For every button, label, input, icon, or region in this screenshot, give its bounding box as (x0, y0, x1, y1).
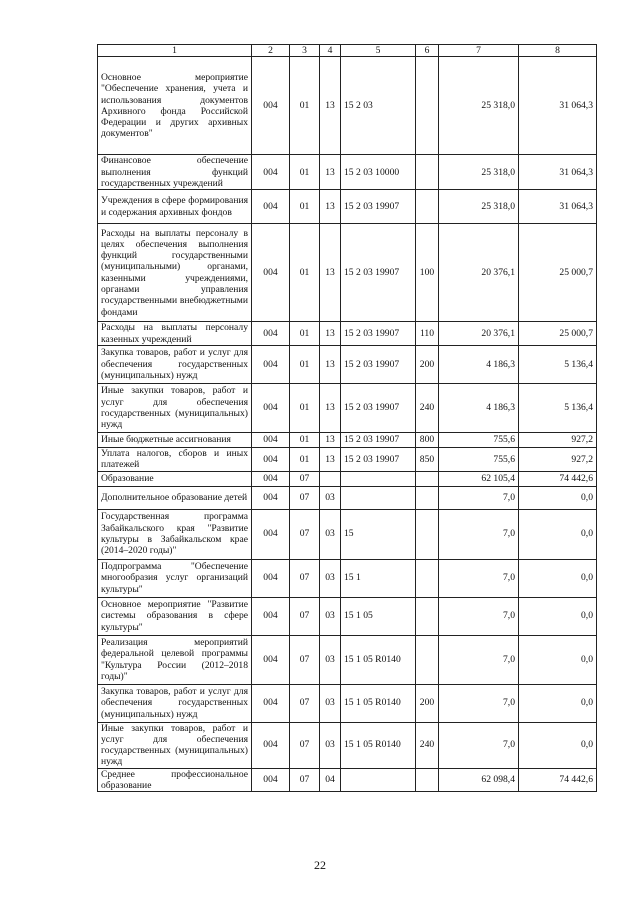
target-item-code: 15 2 03 19907 (341, 190, 416, 224)
table-row (98, 57, 597, 155)
amount-year-2: 74 442,6 (519, 768, 597, 792)
table-row (98, 768, 597, 792)
section-code: 01 (290, 322, 320, 346)
subsection-code: 13 (320, 57, 341, 155)
table-row (98, 509, 597, 559)
target-item-code: 15 1 (341, 559, 416, 597)
amount-year-1: 7,0 (439, 509, 519, 559)
expense-type-code (416, 597, 439, 635)
expense-type-code: 800 (416, 432, 439, 447)
amount-year-1: 755,6 (439, 447, 519, 471)
row-name: Основное мероприятие "Развитие системы образования в сфере культуры" (98, 597, 252, 635)
table-row (98, 322, 597, 346)
amount-year-2: 0,0 (519, 597, 597, 635)
table-row (98, 635, 597, 684)
table-row (98, 684, 597, 722)
row-name: Иные закупки товаров, работ и услуг для обеспечения государственных (муниципальных) нужд (98, 383, 252, 432)
amount-year-1: 25 318,0 (439, 155, 519, 190)
amount-year-1: 62 098,4 (439, 768, 519, 792)
subsection-code: 03 (320, 486, 341, 509)
header-cell: 5 (341, 45, 416, 57)
expense-type-code: 110 (416, 322, 439, 346)
ved-code: 004 (252, 224, 290, 322)
table-row (98, 597, 597, 635)
table-row (98, 447, 597, 471)
subsection-code: 13 (320, 224, 341, 322)
amount-year-2: 5 136,4 (519, 383, 597, 432)
row-name: Закупка товаров, работ и услуг для обеспечения государственных (муниципальных) нужд (98, 345, 252, 383)
page-number: 22 (314, 858, 326, 872)
subsection-code: 13 (320, 447, 341, 471)
expense-type-code (416, 559, 439, 597)
amount-year-2: 0,0 (519, 722, 597, 768)
header-cell: 4 (320, 45, 341, 57)
target-item-code (341, 486, 416, 509)
subsection-code: 03 (320, 509, 341, 559)
subsection-code: 13 (320, 432, 341, 447)
expense-type-code (416, 471, 439, 486)
section-code: 01 (290, 383, 320, 432)
subsection-code: 13 (320, 345, 341, 383)
table-row (98, 722, 597, 768)
section-code: 01 (290, 155, 320, 190)
section-code: 07 (290, 559, 320, 597)
target-item-code: 15 2 03 19907 (341, 322, 416, 346)
subsection-code: 03 (320, 559, 341, 597)
section-code: 07 (290, 722, 320, 768)
section-code: 01 (290, 190, 320, 224)
table-row (98, 190, 597, 224)
ved-code: 004 (252, 383, 290, 432)
subsection-code: 13 (320, 190, 341, 224)
amount-year-1: 62 105,4 (439, 471, 519, 486)
section-code: 01 (290, 224, 320, 322)
expense-type-code: 240 (416, 722, 439, 768)
header-cell: 8 (519, 45, 597, 57)
subsection-code: 13 (320, 383, 341, 432)
expense-type-code (416, 486, 439, 509)
subsection-code: 13 (320, 322, 341, 346)
section-code: 07 (290, 486, 320, 509)
amount-year-1: 4 186,3 (439, 383, 519, 432)
expense-type-code (416, 768, 439, 792)
target-item-code: 15 2 03 (341, 57, 416, 155)
amount-year-1: 7,0 (439, 559, 519, 597)
ved-code: 004 (252, 768, 290, 792)
amount-year-1: 25 318,0 (439, 57, 519, 155)
table-row (98, 486, 597, 509)
target-item-code: 15 1 05 R0140 (341, 684, 416, 722)
subsection-code: 03 (320, 722, 341, 768)
ved-code: 004 (252, 635, 290, 684)
header-cell: 6 (416, 45, 439, 57)
ved-code: 004 (252, 190, 290, 224)
amount-year-1: 20 376,1 (439, 224, 519, 322)
target-item-code: 15 2 03 19907 (341, 447, 416, 471)
table-row (98, 155, 597, 190)
amount-year-1: 7,0 (439, 635, 519, 684)
row-name: Подпрограмма "Обеспечение многообразия услуг организаций культуры" (98, 559, 252, 597)
amount-year-1: 7,0 (439, 486, 519, 509)
ved-code: 004 (252, 471, 290, 486)
target-item-code: 15 (341, 509, 416, 559)
expense-type-code: 200 (416, 684, 439, 722)
header-row (98, 45, 597, 57)
subsection-code: 03 (320, 597, 341, 635)
amount-year-2: 0,0 (519, 486, 597, 509)
target-item-code: 15 1 05 R0140 (341, 635, 416, 684)
ved-code: 004 (252, 486, 290, 509)
ved-code: 004 (252, 597, 290, 635)
amount-year-2: 927,2 (519, 432, 597, 447)
ved-code: 004 (252, 509, 290, 559)
amount-year-1: 7,0 (439, 722, 519, 768)
section-code: 01 (290, 345, 320, 383)
table-row (98, 224, 597, 322)
subsection-code: 03 (320, 684, 341, 722)
table-row (98, 345, 597, 383)
target-item-code (341, 471, 416, 486)
expense-type-code: 100 (416, 224, 439, 322)
row-name: Государственная программа Забайкальского края "Развитие культуры в Забайкальском крае (2014–2020 годы)" (98, 509, 252, 559)
ved-code: 004 (252, 722, 290, 768)
amount-year-1: 20 376,1 (439, 322, 519, 346)
expense-type-code (416, 509, 439, 559)
section-code: 07 (290, 471, 320, 486)
target-item-code: 15 2 03 19907 (341, 224, 416, 322)
amount-year-2: 25 000,7 (519, 224, 597, 322)
ved-code: 004 (252, 684, 290, 722)
ved-code: 004 (252, 345, 290, 383)
row-name: Образование (98, 471, 252, 486)
ved-code: 004 (252, 322, 290, 346)
amount-year-1: 4 186,3 (439, 345, 519, 383)
expense-type-code: 200 (416, 345, 439, 383)
target-item-code (341, 768, 416, 792)
row-name: Финансовое обеспечение выполнения функций государственных учреждений (98, 155, 252, 190)
row-name: Иные закупки товаров, работ и услуг для обеспечения государственных (муниципальных) нужд (98, 722, 252, 768)
row-name: Дополнительное образование детей (98, 486, 252, 509)
expense-type-code (416, 190, 439, 224)
amount-year-2: 31 064,3 (519, 190, 597, 224)
target-item-code: 15 2 03 19907 (341, 383, 416, 432)
ved-code: 004 (252, 432, 290, 447)
expense-type-code (416, 155, 439, 190)
section-code: 01 (290, 447, 320, 471)
section-code: 07 (290, 509, 320, 559)
expense-type-code (416, 57, 439, 155)
amount-year-2: 5 136,4 (519, 345, 597, 383)
header-cell: 7 (439, 45, 519, 57)
section-code: 07 (290, 684, 320, 722)
row-name: Учреждения в сфере формирования и содержания архивных фондов (98, 190, 252, 224)
expense-type-code (416, 635, 439, 684)
subsection-code: 13 (320, 155, 341, 190)
amount-year-2: 0,0 (519, 509, 597, 559)
ved-code: 004 (252, 559, 290, 597)
section-code: 01 (290, 432, 320, 447)
subsection-code: 03 (320, 635, 341, 684)
amount-year-2: 0,0 (519, 559, 597, 597)
ved-code: 004 (252, 57, 290, 155)
target-item-code: 15 1 05 (341, 597, 416, 635)
ved-code: 004 (252, 155, 290, 190)
amount-year-2: 0,0 (519, 635, 597, 684)
section-code: 07 (290, 597, 320, 635)
row-name: Реализация мероприятий федеральной целевой программы "Культура России (2012–2018 годы)" (98, 635, 252, 684)
amount-year-1: 7,0 (439, 684, 519, 722)
amount-year-2: 25 000,7 (519, 322, 597, 346)
target-item-code: 15 2 03 19907 (341, 345, 416, 383)
amount-year-2: 927,2 (519, 447, 597, 471)
header-cell: 3 (290, 45, 320, 57)
table-row (98, 432, 597, 447)
table-row (98, 383, 597, 432)
ved-code: 004 (252, 447, 290, 471)
row-name: Закупка товаров, работ и услуг для обеспечения государственных (муниципальных) нужд (98, 684, 252, 722)
amount-year-2: 0,0 (519, 684, 597, 722)
section-code: 07 (290, 768, 320, 792)
amount-year-2: 74 442,6 (519, 471, 597, 486)
table-row (98, 471, 597, 486)
header-cell: 1 (98, 45, 252, 57)
section-code: 07 (290, 635, 320, 684)
row-name: Расходы на выплаты персоналу в целях обеспечения выполнения функций государственными (муниципальными) органами, казенными учреждениями, органами управления государственными внебюджетными фондами (98, 224, 252, 322)
header-cell: 2 (252, 45, 290, 57)
table-row (98, 559, 597, 597)
budget-table (97, 44, 597, 792)
expense-type-code: 850 (416, 447, 439, 471)
amount-year-2: 31 064,3 (519, 155, 597, 190)
target-item-code: 15 2 03 19907 (341, 432, 416, 447)
amount-year-1: 25 318,0 (439, 190, 519, 224)
target-item-code: 15 1 05 R0140 (341, 722, 416, 768)
amount-year-1: 7,0 (439, 597, 519, 635)
row-name: Среднее профессиональное образование (98, 768, 252, 792)
row-name: Уплата налогов, сборов и иных платежей (98, 447, 252, 471)
amount-year-1: 755,6 (439, 432, 519, 447)
table-body (98, 57, 597, 792)
row-name: Расходы на выплаты персоналу казенных учреждений (98, 322, 252, 346)
section-code: 01 (290, 57, 320, 155)
row-name: Иные бюджетные ассигнования (98, 432, 252, 447)
subsection-code: 04 (320, 768, 341, 792)
row-name: Основное мероприятие "Обеспечение хранения, учета и использования документов Архивного фонда Российской Федерации и других архивных документов" (98, 57, 252, 155)
target-item-code: 15 2 03 10000 (341, 155, 416, 190)
subsection-code (320, 471, 341, 486)
expense-type-code: 240 (416, 383, 439, 432)
amount-year-2: 31 064,3 (519, 57, 597, 155)
